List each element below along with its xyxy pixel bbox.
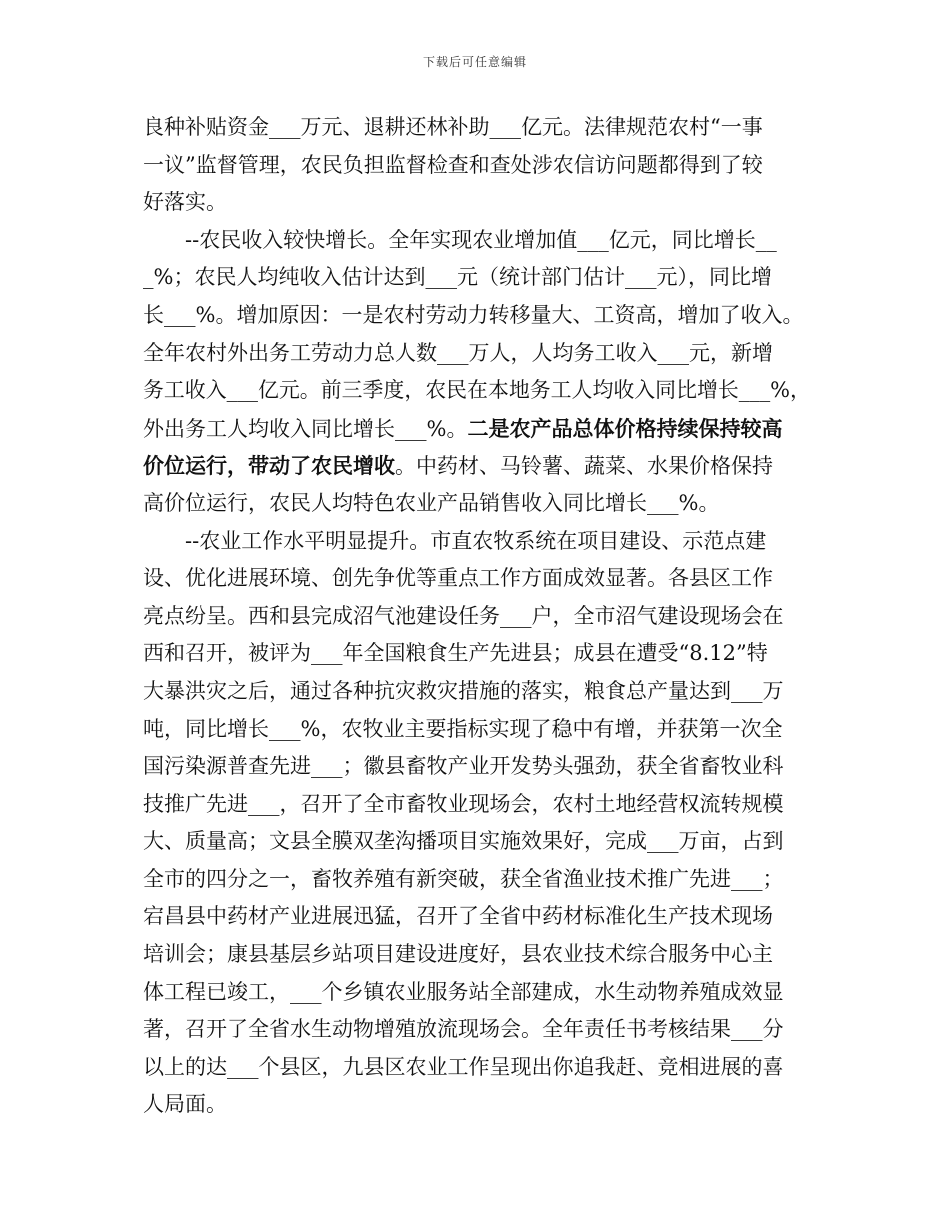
text-segment: 著，召开了全省水生动物增殖放流现场会。全年责任书考核结果___分 (143, 1017, 784, 1042)
text-segment: 国污染源普查先进___；徽县畜牧产业开发势头强劲，获全省畜牧业科 (143, 754, 784, 779)
text-line (143, 823, 811, 861)
text-segment: 好落实。 (143, 190, 227, 215)
text-segment: 。中药材、马铃薯、蔬菜、水果价格保持 (395, 454, 773, 479)
text-segment: 亮点纷呈。西和县完成沼气池建设任务___户，全市沼气建设现场会在 (143, 603, 784, 628)
text-line (143, 711, 811, 749)
text-segment: 务工收入___亿元。前三季度，农民在本地务工人均收入同比增长___%， (143, 378, 811, 403)
header-note: 下载后可任意编辑 (422, 55, 527, 69)
text-segment: 西和召开，被评为___年全国粮食生产先进县；成县在遭受“8.12”特 (143, 641, 768, 666)
text-line (143, 372, 811, 410)
text-segment: 全市的四分之一，畜牧养殖有新突破，获全省渔业技术推广先进___； (143, 866, 784, 891)
bold-text-segment: 二是农产品总体价格持续保持较高 (467, 415, 783, 441)
text-line (143, 673, 811, 711)
text-line (143, 259, 811, 297)
text-line (143, 147, 811, 185)
text-line (143, 1011, 811, 1049)
text-line (143, 485, 811, 523)
text-line (143, 523, 811, 561)
text-segment: 技推广先进___，召开了全市畜牧业现场会，农村土地经营权流转规模 (143, 791, 784, 816)
text-line (143, 974, 811, 1012)
text-line (143, 1049, 811, 1087)
text-line (143, 1086, 811, 1124)
text-line (143, 861, 811, 899)
text-segment: 宕昌县中药材产业进展迅猛，召开了全省中药材标准化生产技术现场 (143, 904, 773, 929)
text-line (143, 560, 811, 598)
text-line (143, 748, 811, 786)
text-line (143, 635, 811, 673)
text-segment: 长___%。增加原因：一是农村劳动力转移量大、工资高，增加了收入。 (143, 302, 804, 327)
text-segment: 培训会；康县基层乡站项目建设进度好，县农业技术综合服务中心主 (143, 942, 773, 967)
text-segment: 人局面。 (143, 1092, 227, 1117)
text-line (143, 786, 811, 824)
text-segment: 全年农村外出务工劳动力总人数___万人，人均务工收入___元，新增 (143, 340, 773, 365)
text-segment: 以上的达___个县区，九县区农业工作呈现出你追我赶、竞相进展的喜 (143, 1054, 784, 1079)
text-line (143, 109, 811, 147)
text-segment: 吨，同比增长___%，农牧业主要指标实现了稳中有增，并获第一次全 (143, 716, 783, 741)
text-segment: 体工程已竣工，___个乡镇农业服务站全部建成，水生动物养殖成效显 (143, 979, 784, 1004)
text-line (143, 936, 811, 974)
text-segment: 大暴洪灾之后，通过各种抗灾救灾措施的落实，粮食总产量达到___万 (143, 678, 784, 703)
text-line (143, 335, 811, 373)
text-line (143, 447, 811, 485)
bold-text-segment: 价位运行，带动了农民增收 (143, 453, 395, 479)
text-segment: 设、优化进展环境、创先争优等重点工作方面成效显著。各县区工作 (143, 566, 773, 591)
text-segment: --农民收入较快增长。全年实现农业增加值___亿元，同比增长__ (143, 227, 777, 252)
text-segment: _%；农民人均纯收入估计达到___元（统计部门估计___元），同比增 (143, 265, 772, 290)
text-line (143, 410, 811, 448)
text-segment: 一议”监督管理，农民负担监督检查和查处涉农信访问题都得到了较 (143, 152, 763, 177)
text-line (143, 297, 811, 335)
body-text (143, 109, 811, 1124)
text-segment: --农业工作水平明显提升。市直农牧系统在项目建设、示范点建 (143, 528, 767, 553)
text-segment: 良种补贴资金___万元、退耕还林补助___亿元。法律规范农村“一事 (143, 115, 763, 139)
text-line (143, 898, 811, 936)
text-segment: 大、质量高；文县全膜双垄沟播项目实施效果好，完成___万亩，占到 (143, 829, 784, 854)
text-segment: 高价位运行，农民人均特色农业产品销售收入同比增长___%。 (143, 490, 720, 515)
text-segment: 外出务工人均收入同比增长___%。 (143, 416, 468, 441)
text-line (143, 184, 811, 222)
text-line (143, 598, 811, 636)
text-line (143, 222, 811, 260)
